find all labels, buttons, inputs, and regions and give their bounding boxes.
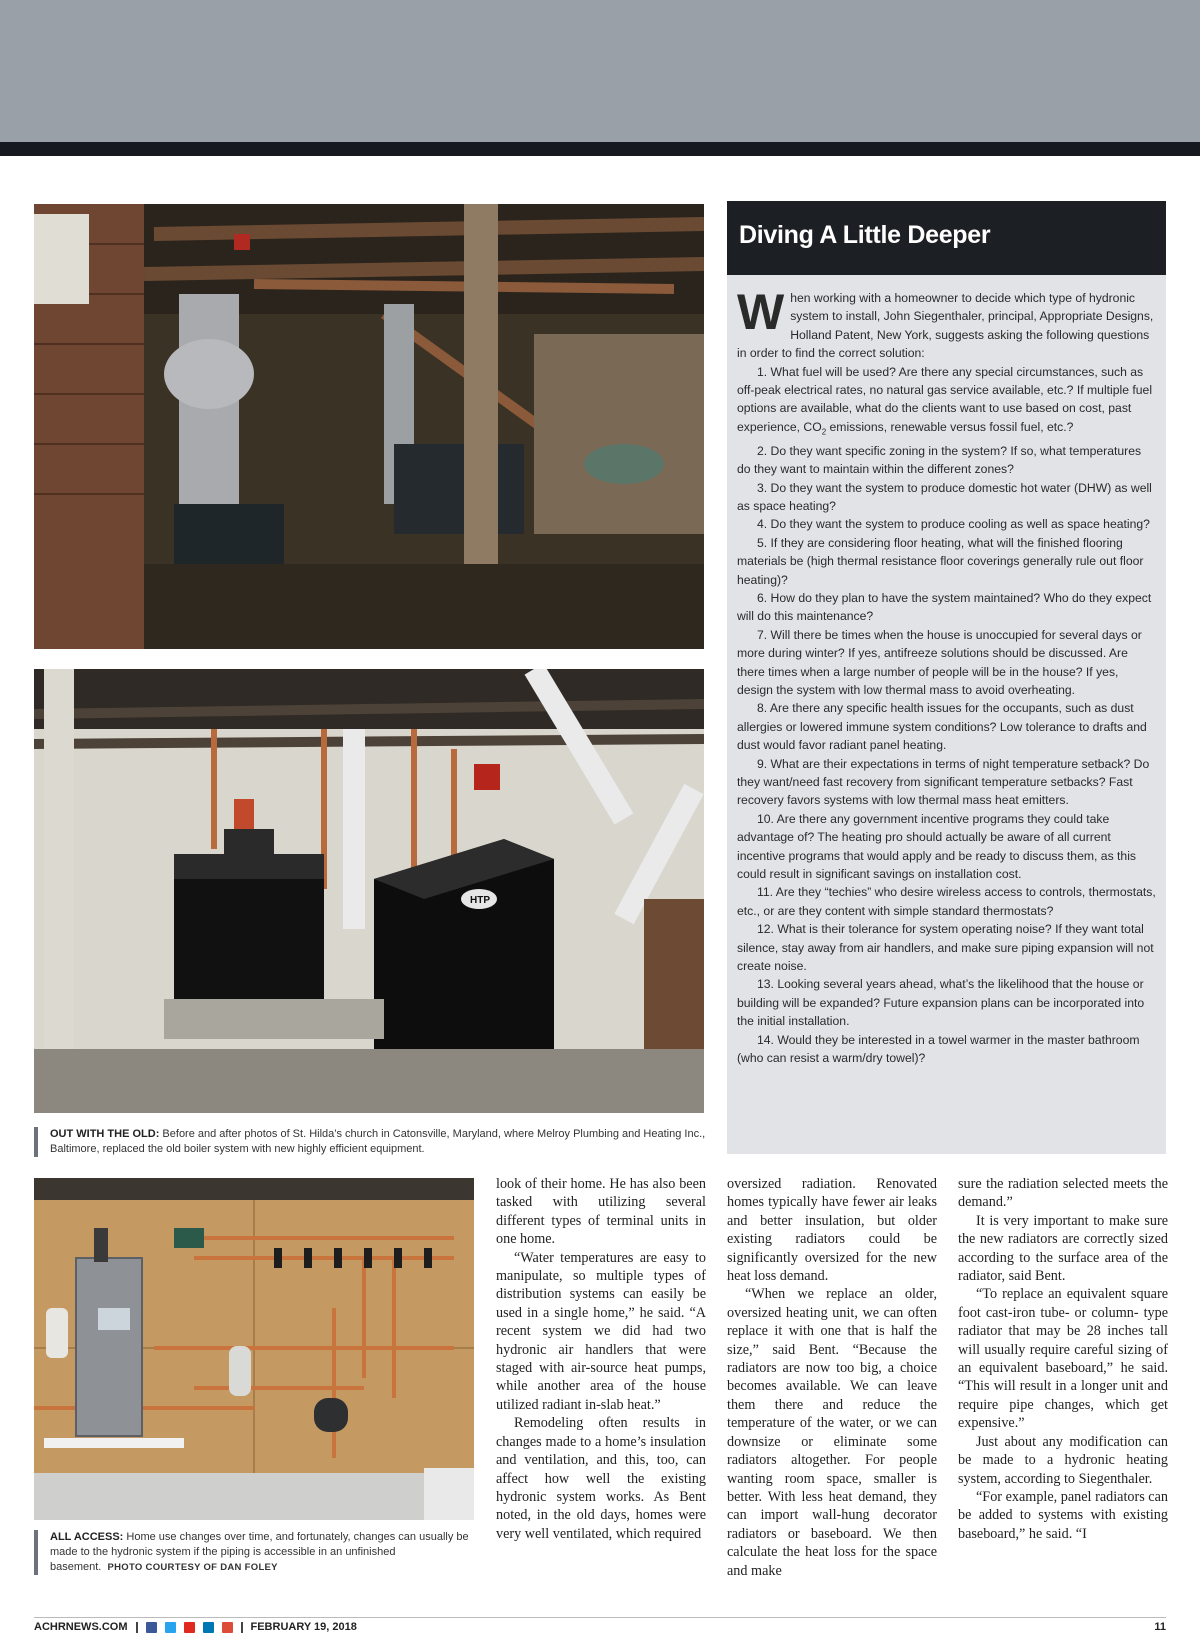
footer-rule xyxy=(34,1617,1166,1618)
paragraph: “When we replace an older, oversized heating unit, we can often replace it with one that is half the size,” said Bent. “Because the radiators are now too big, a choice becomes available. We can leave them there and reduce the temperature of the water, or we can downsize or eliminate some radiators altogether. For people wanting room space, smaller is better. With less heat demand, they can import wall-hung decorator radiators or baseboard. We then calculate the heat loss for the space and make xyxy=(727,1286,937,1579)
googleplus-icon[interactable] xyxy=(222,1622,233,1633)
paragraph: Remodeling often results in changes made to a home’s insulation and ventilation, and this, too, can affect how well the existing hydronic system works. As Bent noted, in the old days, homes were very well ventilated, which required xyxy=(496,1415,706,1542)
sidebar-question: 9. What are their expectations in terms of night temperature setback? Do they want/need fast recovery from significant temperature setbacks? Fast recovery favors systems with low thermal mass heat emitters. xyxy=(737,756,1150,808)
sidebar-body xyxy=(737,284,1157,1068)
sidebar-question: 3. Do they want the system to produce domestic hot water (DHW) as well as space heating? xyxy=(737,480,1152,513)
footer-date: FEBRUARY 19, 2018 xyxy=(250,1621,357,1633)
caption-top xyxy=(34,1127,710,1157)
paragraph: “For example, panel radiators can be added to systems with existing baseboard,” he said. “I xyxy=(958,1488,1168,1542)
dropcap: W xyxy=(737,284,785,340)
photo-new-boilers xyxy=(34,669,704,1113)
article-column-3 xyxy=(958,1175,1168,1543)
twitter-icon[interactable] xyxy=(165,1622,176,1633)
sidebar-question: 2. Do they want specific zoning in the system? If so, what temperatures do they want to maintain within the different zones? xyxy=(737,443,1142,477)
sidebar-title: Diving A Little Deeper xyxy=(739,221,991,249)
sidebar-question: 5. If they are considering floor heating, what will the finished flooring materials be (high thermal resistance floor coverings generally rule out floor heating)? xyxy=(737,535,1144,587)
sidebar-question: 14. Would they be interested in a towel warmer in the master bathroom (who can resist a warm/dry towel)? xyxy=(737,1032,1140,1066)
sidebar-question: 10. Are there any government incentive programs they could take advantage of? The heating pro should actually be aware of all current incentive programs that would apply and be ready to discuss them, as this could result in significant savings on installation cost. xyxy=(737,811,1137,882)
footer-separator xyxy=(241,1622,243,1633)
header-rule xyxy=(0,142,1200,156)
article-column-1 xyxy=(496,1175,706,1543)
sidebar-question: 11. Are they “techies” who desire wireless access to controls, thermostats, etc., or are they content with simple standard thermostats? xyxy=(737,885,1156,918)
paragraph: “Water temperatures are easy to manipulate, so multiple types of distribution systems can easily be used in a single home,” he said. “A recent system we did had two hydronic air handlers that were staged with air-source heat pumps, while another area of the house utilized radiant in-slab heat.” xyxy=(496,1249,706,1413)
photo-hydronic-wall xyxy=(34,1178,474,1520)
sidebar-question: 13. Looking several years ahead, what’s the likelihood that the house or building will be expanded? Future expansion plans can be incorporated into the initial installation. xyxy=(737,977,1145,1029)
caption-bottom-label: ALL ACCESS: xyxy=(50,1531,124,1543)
footer-site[interactable]: ACHRNEWS.COM xyxy=(34,1621,128,1633)
paragraph: Just about any modification can be made to a hydronic heating system, according to Siegenthaler. xyxy=(958,1433,1168,1487)
sidebar-question: 6. How do they plan to have the system maintained? Who do they expect will do this maintenance? xyxy=(737,590,1152,624)
footer xyxy=(34,1621,357,1633)
sidebar-box xyxy=(727,201,1166,1154)
caption-top-label: OUT WITH THE OLD: xyxy=(50,1128,160,1140)
sidebar-intro xyxy=(737,284,1157,363)
boiler-brand-label: HTP xyxy=(470,895,490,906)
sidebar-question: 8. Are there any specific health issues for the occupants, such as dust allergies or lowered immune system conditions? Low tolerance to drafts and dust would favor radiant panel heating. xyxy=(737,701,1147,753)
paragraph: sure the radiation selected meets the demand.” xyxy=(958,1176,1168,1211)
paragraph: “To replace an equivalent square foot cast-iron tube- or column- type radiator that may be 28 inches tall will usually require careful sizing of an equivalent baseboard,” he said. “This will result in a longer unit and require pipe changes, which get expensive.” xyxy=(958,1286,1168,1432)
co2-subscript: 2 xyxy=(821,427,827,437)
sidebar-question: 12. What is their tolerance for system operating noise? If they want total silence, stay away from air handlers, and make sure piping expansion will not create noise. xyxy=(737,922,1154,974)
paragraph: It is very important to make sure the new radiators are correctly sized according to the surface area of the radiator, said Bent. xyxy=(958,1212,1168,1285)
photo-old-boiler-room xyxy=(34,204,704,649)
sidebar-question: 7. Will there be times when the house is unoccupied for several days or more during winter? If yes, antifreeze solutions should be discussed. Are there times when a large number of people will be in the house? If yes, design the system with low thermal mass to avoid overheating. xyxy=(737,627,1142,697)
sidebar-question-1 xyxy=(737,363,1157,442)
paragraph: look of their home. He has also been tasked with utilizing several different types of terminal units in one home. xyxy=(496,1176,706,1248)
caption-bottom xyxy=(34,1530,470,1575)
page-number: 11 xyxy=(1154,1621,1166,1633)
youtube-icon[interactable] xyxy=(184,1622,195,1633)
caption-bottom-text: Home use changes over time, and fortunately, changes can usually be made to the hydronic system if the piping is accessible in an unfinished basement. xyxy=(50,1531,469,1573)
sidebar-question: 4. Do they want the system to produce cooling as well as space heating? xyxy=(757,517,1150,532)
footer-separator xyxy=(136,1622,138,1633)
header-band xyxy=(0,0,1200,142)
article-column-2 xyxy=(727,1175,937,1580)
facebook-icon[interactable] xyxy=(146,1622,157,1633)
sidebar-header xyxy=(727,201,1166,275)
photo-credit: PHOTO COURTESY OF DAN FOLEY xyxy=(107,1562,278,1573)
question-1-text-a: 1. What fuel will be used? Are there any special circumstances, such as off-peak electrical rates, no natural gas service available, etc.? If multiple fuel options are available, what do the clients want to use based on cost, past experience, CO xyxy=(737,364,1153,434)
question-1-text-b: emissions, renewable versus fossil fuel, etc.? xyxy=(826,419,1074,434)
linkedin-icon[interactable] xyxy=(203,1622,214,1633)
caption-top-text: Before and after photos of St. Hilda’s church in Catonsville, Maryland, where Melroy Plumbing and Heating Inc., Baltimore, replaced the old boiler system with new highly efficient equipment. xyxy=(50,1128,706,1155)
sidebar-intro-text: hen working with a homeowner to decide which type of hydronic system to install, John Siegenthaler, principal, Appropriate Designs, Holland Patent, New York, suggests asking the following questions in order to find the correct solution: xyxy=(737,291,1154,361)
paragraph: oversized radiation. Renovated homes typically have fewer air leaks and better insulation, but older existing radiators could be significantly oversized for the new heat loss demand. xyxy=(727,1176,937,1285)
